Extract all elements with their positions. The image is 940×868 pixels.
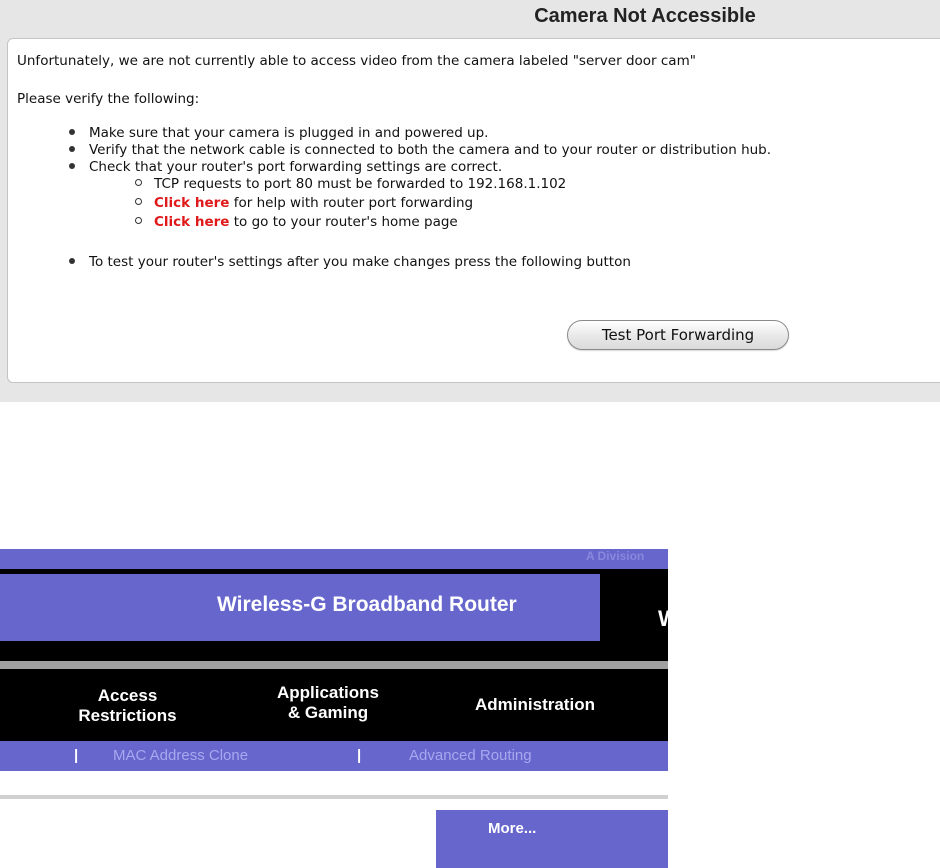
divider [0,795,668,799]
router-admin-screenshot [0,549,679,868]
circle-bullet-icon [135,217,142,224]
tab-administration[interactable]: Administration [475,695,595,714]
dialog-title: Camera Not Accessible [534,5,756,27]
list-item: Check that your router's port forwarding settings are correct. [69,159,502,175]
banner-edge-letter: W [658,606,679,631]
main-nav [0,669,668,741]
circle-bullet-icon [135,198,142,205]
sub-nav [0,741,668,771]
product-title: Wireless-G Broadband Router [217,593,517,616]
separator: | [74,747,79,764]
port-forwarding-help-link[interactable]: Click here [154,195,230,211]
tab-applications-gaming[interactable]: Applications & Gaming [276,683,379,722]
brand-strip [0,549,668,569]
dialog-body [7,38,940,383]
bullet-icon [69,163,75,169]
brand-fragment: A Division [586,549,645,563]
sub-list-item: TCP requests to port 80 must be forwarded to 192.168.1.102 [135,176,566,192]
separator: | [357,747,362,764]
tab-access-restrictions[interactable]: Access Restrictions [78,686,177,725]
list-item: Verify that the network cable is connected to both the camera and to your router or distribution hub. [69,142,771,158]
subtab-mac-address-clone[interactable]: MAC Address Clone [113,747,249,764]
subtab-advanced-routing[interactable]: Advanced Routing [409,747,532,764]
sub-list-item: Click here for help with router port forwarding [135,195,473,211]
test-port-forwarding-button[interactable]: Test Port Forwarding [567,320,789,350]
intro-text: Unfortunately, we are not currently able to access video from the camera labeled "server door cam" [17,53,696,69]
divider [0,661,668,669]
router-home-link[interactable]: Click here [154,214,230,230]
verify-label: Please verify the following: [17,91,200,107]
list-item: To test your router's settings after you make changes press the following button [69,254,631,270]
sub-list-item: Click here to go to your router's home page [135,214,458,230]
bullet-icon [69,146,75,152]
list-item: Make sure that your camera is plugged in and powered up. [69,125,488,141]
bullet-icon [69,129,75,135]
product-banner [0,574,600,641]
bullet-icon [69,258,75,264]
circle-bullet-icon [135,179,142,186]
more-link[interactable] [436,810,668,868]
more-label: More... [488,820,537,837]
camera-dialog [0,0,940,402]
